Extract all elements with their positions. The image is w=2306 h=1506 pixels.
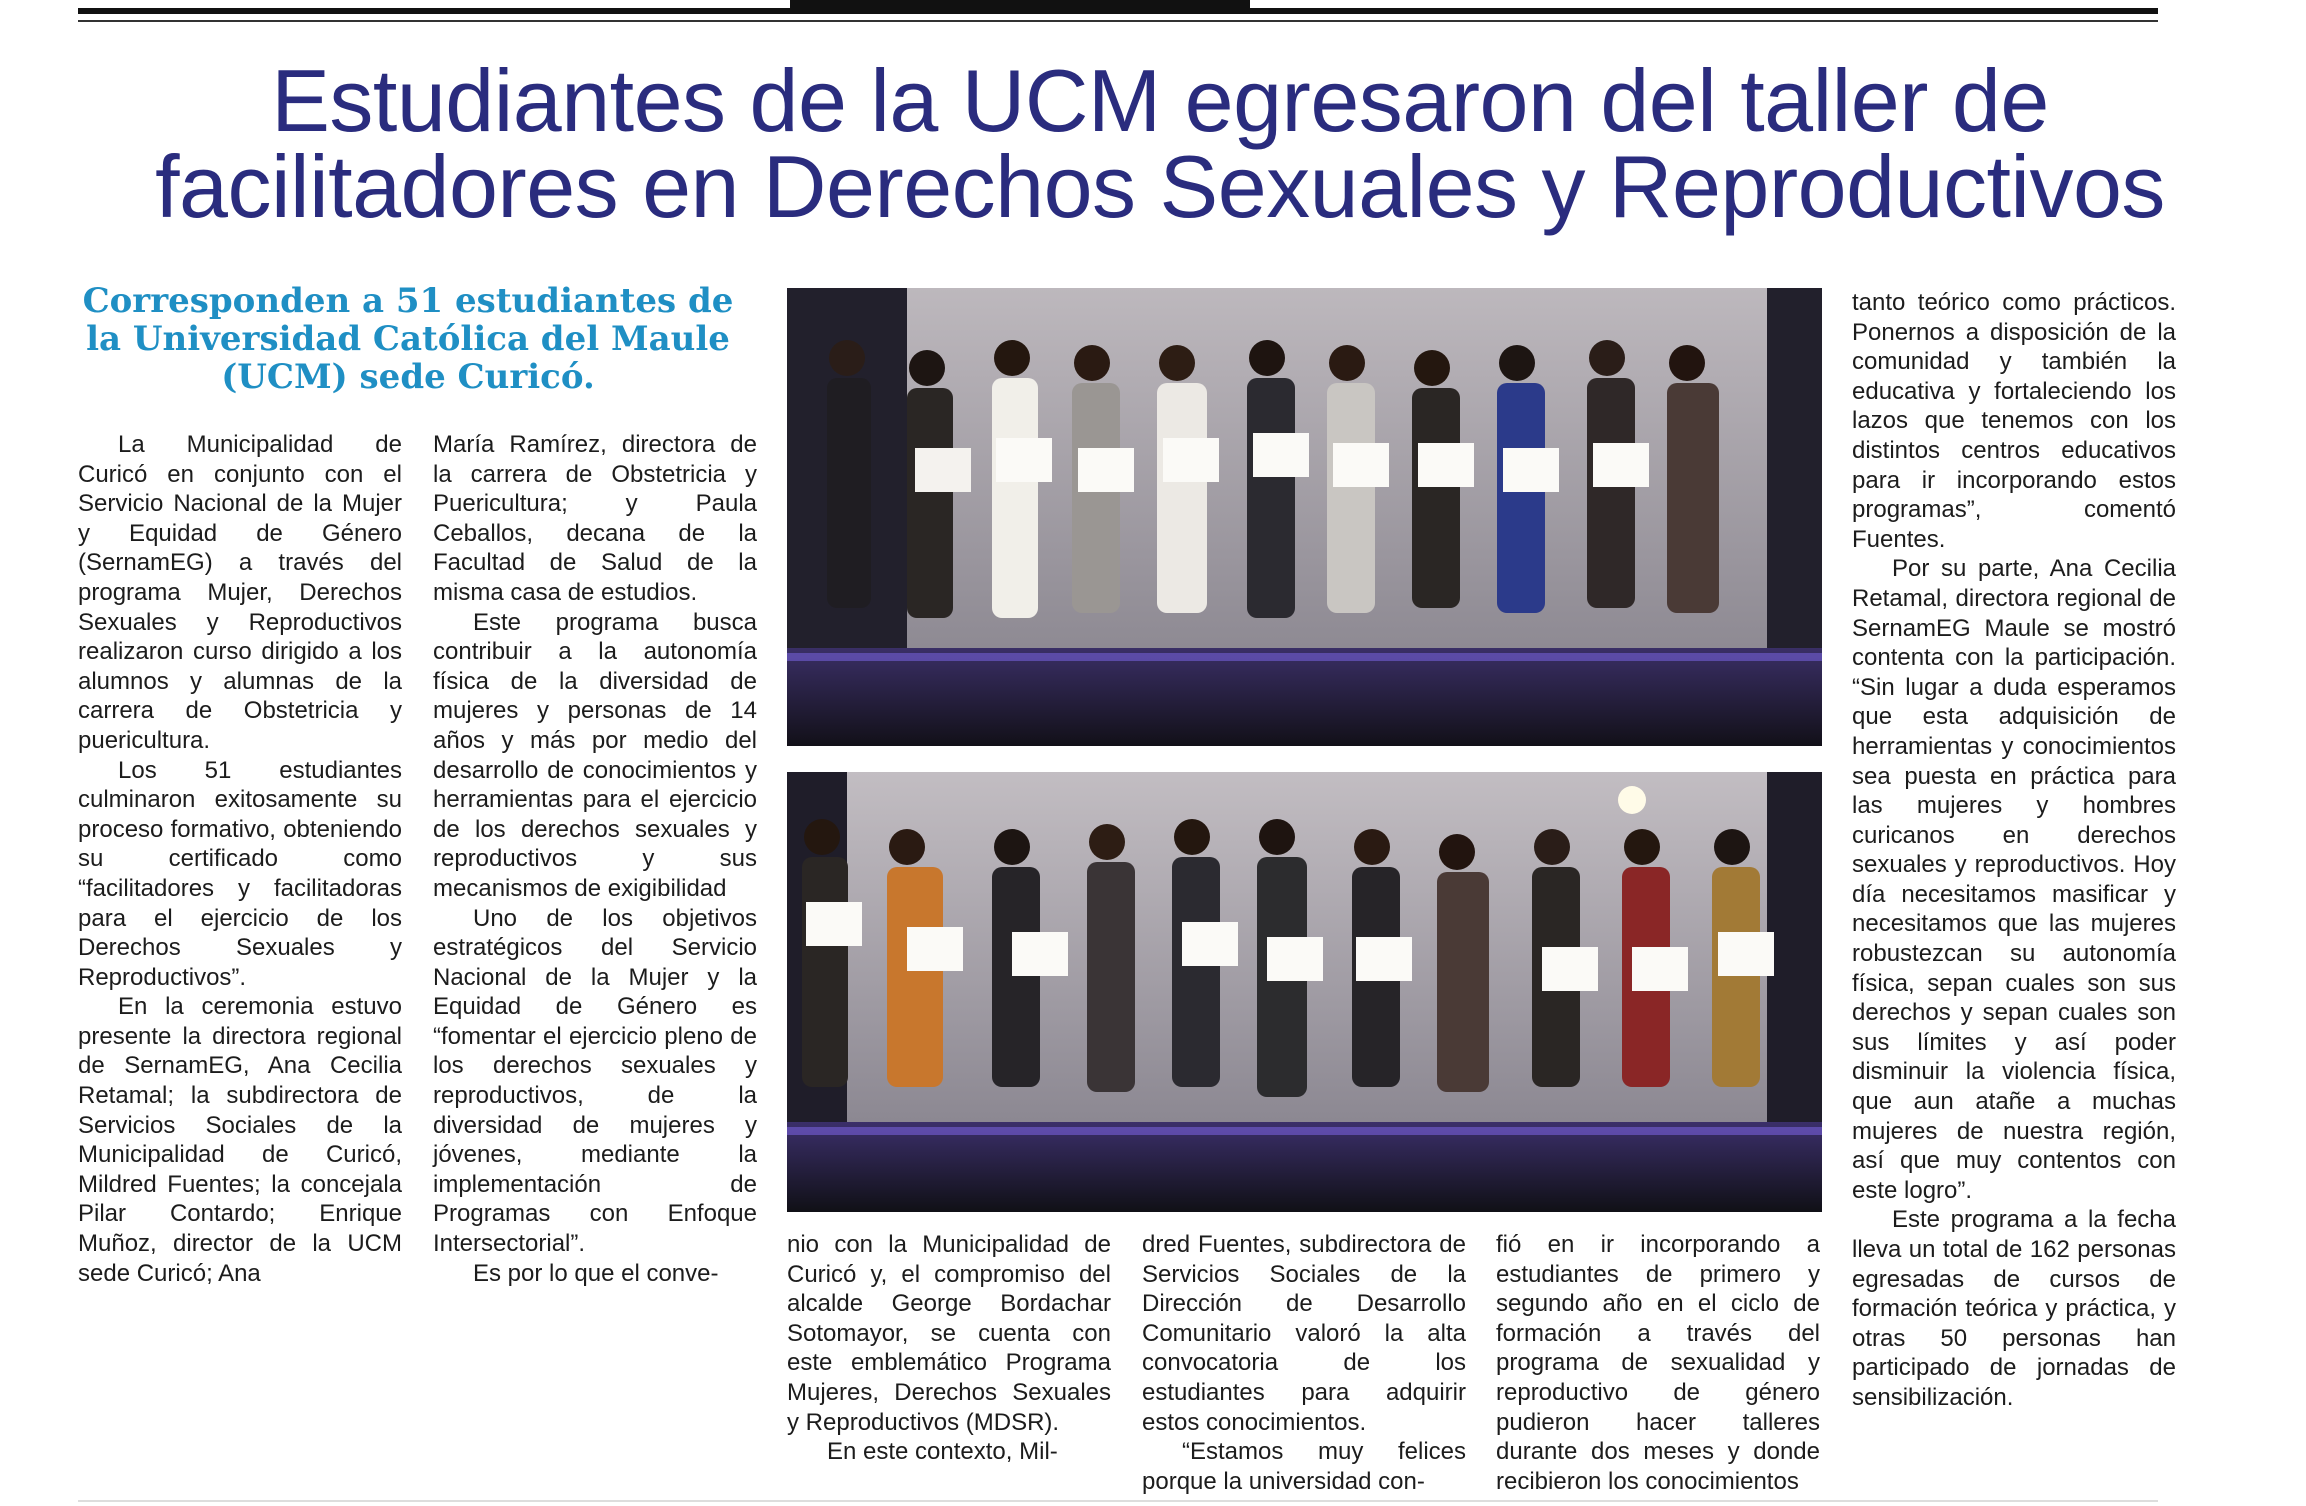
text-column-4 <box>1142 1230 1466 1496</box>
paragraph: Es por lo que el conve- <box>473 1259 719 1287</box>
bottom-rule <box>78 1500 2158 1502</box>
paragraph: tanto teórico como prácticos. Ponernos a disposición de la comunidad y también la educativa y fortaleciendo los lazos que tenemos con los distintos centros educativos para ir incorporando estos programas”, comentó Fuentes. <box>1852 289 2176 553</box>
group-photo-1 <box>787 288 1822 746</box>
paragraph: fió en ir incorporando a estudiantes de primero y segundo año en el ciclo de formación a través del programa de sexualidad y reproductivo de género pudieron hacer talleres durante dos meses y donde recibieron los conocimientos <box>1496 1231 1820 1495</box>
paragraph: “Estamos muy felices porque la universidad con- <box>1142 1438 1466 1495</box>
article-deck: Corresponden a 51 estudiantes de la Universidad Católica del Maule (UCM) sede Curicó. <box>82 281 734 397</box>
paragraph: Este programa a la fecha lleva un total de 162 personas egresadas de cursos de formación teórica y práctica, y otras 50 personas han participado de jornadas de sensibilización. <box>1852 1206 2176 1411</box>
paragraph: En la ceremonia estuvo presente la directora regional de SernamEG, Ana Cecilia Retamal; la subdirectora de Servicios Sociales de la Municipalidad de Curicó, Mildred Fuentes; la concejala Pilar Contardo; Enrique Muñoz, director de la UCM sede Curicó; Ana <box>78 993 402 1287</box>
text-column-5 <box>1496 1230 1820 1496</box>
group-photo-2 <box>787 772 1822 1212</box>
paragraph: María Ramírez, directora de la carrera de Obstetricia y Puericultura; y Paula Ceballos, decana de la Facultad de Salud de la misma casa de estudios. <box>433 431 757 606</box>
top-rule <box>78 8 2158 14</box>
paragraph: nio con la Municipalidad de Curicó y, el compromiso del alcalde George Bordachar Sotomayor, se cuenta con este emblemático Programa Mujeres, Derechos Sexuales y Reproductivos (MDSR). <box>787 1231 1111 1436</box>
paragraph: Este programa busca contribuir a la autonomía física de la diversidad de mujeres y personas de 14 años y más por medio del desarrollo de conocimientos y herramientas para el ejercicio de los derechos sexuales y reproductivos y sus mecanismos de exigibilidad <box>433 608 757 902</box>
paragraph: La Municipalidad de Curicó en conjunto con el Servicio Nacional de la Mujer y Equidad de Género (SernamEG) a través del programa Mujer, Derechos Sexuales y Reproductivos realizaron curso dirigido a los alumnos y alumnas de la carrera de Obstetricia y puericultura. <box>78 431 402 754</box>
text-column-2 <box>433 430 757 1288</box>
paragraph: Por su parte, Ana Cecilia Retamal, directora regional de SernamEG Maule se mostró contenta con la participación. “Sin lugar a duda esperamos que esta adquisición de herramientas y conocimientos sea puesta en práctica para las mujeres y hombres curicanos en derechos sexuales y reproductivos. Hoy día necesitamos masificar y necesitamos que las mujeres robustezcan su autonomía física, sepan cuales son sus derechos y sepan cuales son sus límites y así poder disminuir la violencia física, que aun atañe a muchas mujeres de nuestra región, así que muy contentos con este logro”. <box>1852 555 2176 1204</box>
article-headline: Estudiantes de la UCM egresaron del taller de facilitadores en Derechos Sexuales y Reproductivos <box>155 51 2165 236</box>
paragraph: dred Fuentes, subdirectora de Servicios Sociales de la Dirección de Desarrollo Comunitario valoró la alta convocatoria de los estudiantes para adquirir estos conocimientos. <box>1142 1231 1466 1436</box>
paragraph: En este contexto, Mil- <box>827 1438 1058 1466</box>
paragraph: Uno de los objetivos estratégicos del Servicio Nacional de la Mujer y la Equidad de Género es “fomentar el ejercicio pleno de los derechos sexuales y reproductivos, de la diversidad de mujeres y jóvenes, mediante la implementación de Programas con Enfoque Intersectorial”. <box>433 904 757 1258</box>
top-rule-thin <box>78 20 2158 22</box>
text-column-1 <box>78 430 402 1288</box>
paragraph: Los 51 estudiantes culminaron exitosamente su proceso formativo, obteniendo su certificado como “facilitadores y facilitadoras para el ejercicio de los Derechos Sexuales y Reproductivos”. <box>78 756 402 991</box>
text-column-3 <box>787 1230 1111 1467</box>
text-column-6 <box>1852 288 2176 1413</box>
